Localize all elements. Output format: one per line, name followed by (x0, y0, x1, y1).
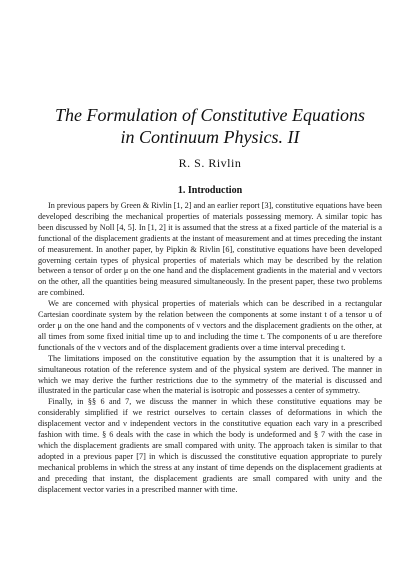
paper-title (38, 0, 382, 148)
paragraph: We are concerned with physical properties of materials which can be described in a rectangular Cartesian coordinate system by the relation between the components at some instant t of a tensor u of order μ on the one hand and the components of ν vectors and the displacement gradients on the other, at all times from some fixed initial time up to and including the time t. The components of u are therefore functionals of the ν vectors and of the displacement gradients over a time interval preceding t. (38, 299, 382, 352)
paragraph: The limitations imposed on the constitutive equation by the assumption that it is unaltered by a simultaneous rotation of the reference system and of the physical system are derived. The manner in which we may derive the further restrictions due to the symmetry of the material is discussed and illustrated in the particular case when the material is isotropic and possesses a center of symmetry. (38, 353, 382, 396)
section-heading: 1. Introduction (177, 185, 243, 196)
paper-title-line-2: in Continuum Physics. II (120, 127, 300, 147)
paragraph: Finally, in §§ 6 and 7, we discuss the manner in which these constitutive equations may be considerably simplified if we restrict ourselves to certain classes of deformations in which the displacement vector and ν independent vectors in the constitutive equation each vary in a prescribed fashion with time. § 6 deals with the case in which the body is undeformed and § 7 with the case in which the displacement gradients are small compared with unity. The approach taken is similar to that adopted in a previous paper [7] in which is discussed the constitutive equation appropriate to purely mechanical problems in which the stress at any instant of time depends on the displacement gradients at and preceding that instant, the displacement gradients are small compared with unity and the displacement vector varies in a prescribed manner with time. (38, 397, 382, 494)
paragraph: In previous papers by Green & Rivlin [1, 2] and an earlier report [3], constitutive equations have been developed describing the mechanical properties of materials possessing memory. A similar topic has been discussed by Noll [4, 5]. In [1, 2] it is assumed that the stress at a fixed particle of the material is a functional of the displacement gradients at the instant of measurement and at times preceding the instant of measurement. In another paper, by Pipkin & Rivlin [6], constitutive equations have been developed governing certain types of physical properties of materials which may be described by the relation between a tensor of order μ on the one hand and the displacement gradients in the material and ν vectors on the other, all the quantities being measured simultaneously. In the present paper, these two problems are combined. (38, 201, 382, 298)
paper-title-line-1: The Formulation of Constitutive Equations (55, 105, 365, 125)
introduction-body (38, 201, 382, 495)
paper-author: R. S. Rivlin (178, 156, 242, 170)
